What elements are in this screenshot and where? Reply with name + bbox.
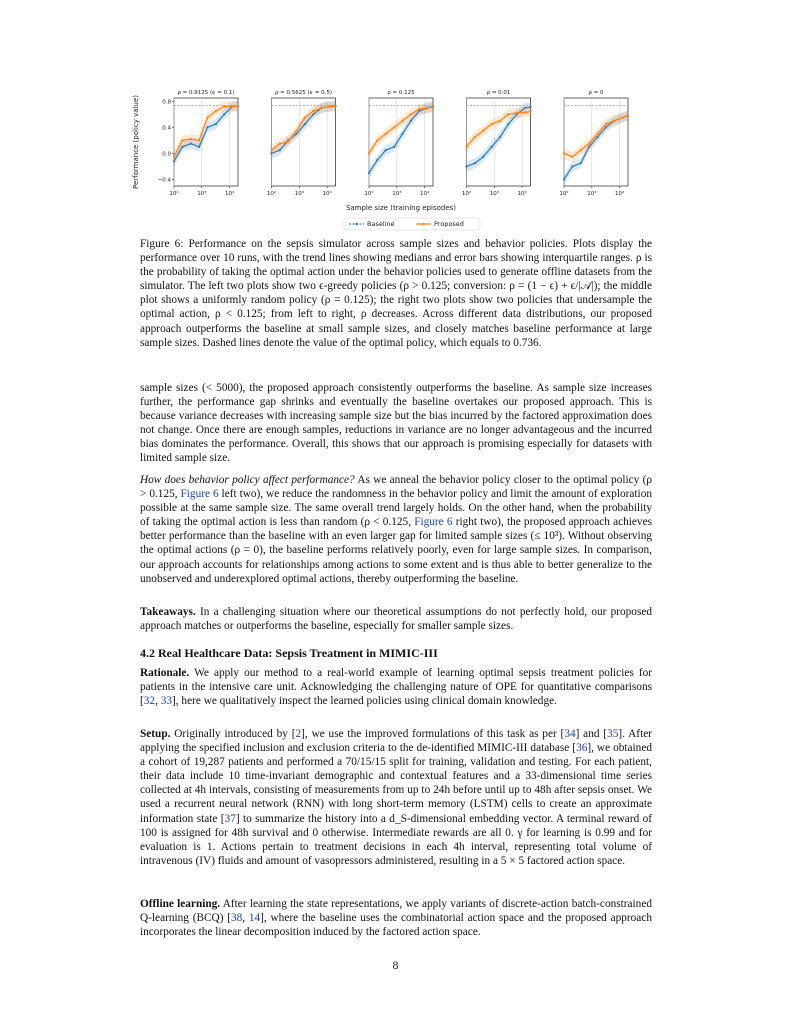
text-run: ] and [: [575, 728, 608, 740]
proposed-data-point: [334, 105, 336, 107]
x-tick-label: 10²: [169, 191, 179, 197]
citation-link[interactable]: 36: [576, 742, 588, 755]
proposed-data-point: [232, 105, 234, 107]
x-tick-label: 10⁴: [225, 191, 235, 197]
baseline-data-point: [474, 162, 476, 164]
proposed-data-point: [215, 110, 217, 112]
paragraph-setup: [140, 727, 652, 868]
x-tick-label: 10²: [364, 191, 374, 197]
paragraph-sample-size: sample sizes (< 5000), the proposed approach consistently outperforms the baseline. As sample size increases further, the performance gap shrinks and eventually the baseline overtakes our proposed approach. This is because variance decreases with increasing sample size but the bias incurred by the factored approximation does not change. Once there are enough samples, reductions in variance are no longer advantageous and the incurred bias dominates the performance. Overall, this shows that our approach is promising especially for datasets with limited sample size.: [140, 382, 652, 465]
proposed-data-point: [206, 116, 208, 118]
proposed-data-point: [491, 123, 493, 125]
caption-sentence-2: ρ is the probability of taking the optimal action under the behavior policies used to generate offline datasets from the simulator. The left two plots show two ϵ-greedy policies (ρ > 0.125; conversion: ρ = (1 − ϵ) + ϵ/|𝒜|); the middle plot shows a uniformly random policy (ρ = 0.125); the right two plots show two policies that undersample the optimal action, ρ < 0.125; from left to right, ρ decreases. Across different data distributions, our proposed approach outperforms the baseline at small sample sizes, and closely matches baseline performance at large sample sizes. Dashed lines denote the value of the optimal policy, which equals to 0.736.: [140, 252, 653, 349]
proposed-data-point: [279, 143, 281, 145]
proposed-data-point: [482, 129, 484, 131]
text-run: Originally introduced by [: [170, 728, 296, 740]
proposed-data-point: [198, 139, 200, 141]
baseline-data-point: [223, 113, 225, 115]
y-tick-label: −0.4: [157, 177, 171, 184]
plot-title: ρ = 0.01: [486, 90, 511, 96]
figure-6-plots: [130, 84, 660, 234]
x-tick-label: 10⁴: [615, 191, 625, 197]
baseline-data-point: [279, 149, 281, 151]
text-run: ], where the baseline uses the combinatorial action space and the proposed approach incorporates the linear decomposition induced by the factored action space.: [140, 912, 652, 939]
text-run: We apply our method to a real-world example of learning optimal sepsis treatment policies for patients in the intensive care unit. Acknowledging the challenging nature of OPE for quantitative comparisons [: [140, 667, 652, 708]
citation-link[interactable]: 38: [230, 912, 243, 925]
text-run: ,: [242, 912, 249, 925]
proposed-data-point: [270, 149, 272, 151]
caption-sentence-1: Figure 6: Performance on the sepsis simulator across sample sizes and behavior policies. Plots display the performance over 10 runs, with the trend lines showing medians and error bars showing interquartile ranges.: [140, 238, 652, 265]
proposed-data-point: [596, 133, 598, 135]
proposed-data-point: [376, 139, 378, 141]
paragraph-behavior-policy: [140, 473, 652, 586]
plot-title: ρ = 0.125: [387, 90, 415, 96]
baseline-data-point: [198, 146, 200, 148]
baseline-data-point: [376, 159, 378, 161]
legend-baseline-marker: [355, 223, 357, 225]
baseline-data-point: [563, 178, 565, 180]
baseline-data-point: [215, 123, 217, 125]
proposed-data-point: [296, 129, 298, 131]
proposed-data-point: [580, 149, 582, 151]
proposed-data-point: [524, 111, 526, 113]
baseline-data-point: [401, 133, 403, 135]
proposed-data-point: [432, 106, 434, 108]
legend-proposed-label: Proposed: [434, 220, 464, 229]
proposed-data-point: [181, 139, 183, 141]
text-run: ], here we qualitatively inspect the learned policies using clinical domain knowledge.: [172, 695, 557, 708]
proposed-data-point: [304, 116, 306, 118]
paragraph-heading: Setup.: [140, 728, 171, 740]
proposed-data-point: [410, 113, 412, 115]
proposed-data-point: [499, 120, 501, 122]
x-tick-label: 10⁴: [517, 191, 527, 197]
citation-link[interactable]: 35: [607, 728, 619, 740]
figure-6-link[interactable]: Figure 6: [180, 488, 219, 501]
plot-title: ρ = 0.9125 (ϵ = 0.1): [177, 90, 235, 96]
citation-link[interactable]: 14: [248, 912, 261, 925]
proposed-data-point: [605, 123, 607, 125]
proposed-data-point: [312, 110, 314, 112]
proposed-data-point: [401, 120, 403, 122]
text-run: After learning the state representations, we apply variants of discrete-action batch-constrained Q-learning (BCQ) [: [140, 898, 652, 925]
proposed-data-point: [516, 112, 518, 114]
x-tick-label: 10⁴: [322, 191, 332, 197]
baseline-data-point: [571, 165, 573, 167]
x-axis-label: Sample size (training episodes): [345, 204, 457, 212]
proposed-data-point: [190, 138, 192, 140]
section-heading: 4.2 Real Healthcare Data: Sepsis Treatment in MIMIC-III: [140, 646, 438, 660]
proposed-data-point: [474, 136, 476, 138]
proposed-data-point: [287, 141, 289, 143]
proposed-data-point: [418, 108, 420, 110]
citation-link[interactable]: 37: [224, 812, 236, 825]
legend-baseline-label: Baseline: [367, 220, 395, 229]
proposed-data-point: [588, 143, 590, 145]
text-run: ], we use the improved formulations of this task as per [: [301, 728, 565, 740]
y-tick-label: 0.8: [162, 99, 171, 106]
x-tick-label: 10³: [197, 191, 207, 197]
paragraph-heading: How does behavior policy affect performance?: [140, 474, 355, 486]
page-number: 8: [392, 960, 399, 972]
paragraph-heading: Takeaways.: [140, 606, 196, 618]
proposed-data-point: [529, 111, 531, 113]
proposed-data-point: [385, 133, 387, 135]
figure-caption: [140, 237, 652, 350]
proposed-data-point: [329, 105, 331, 107]
y-axis-label: Performance (policy value): [132, 95, 140, 189]
proposed-data-point: [427, 107, 429, 109]
proposed-data-point: [622, 116, 624, 118]
x-tick-label: 10⁴: [420, 191, 430, 197]
citation-link[interactable]: 32: [143, 695, 156, 708]
paragraph-offline-learning: [140, 897, 652, 939]
proposed-data-point: [223, 105, 225, 107]
figure-6-link[interactable]: Figure 6: [414, 516, 453, 529]
plot-title: ρ = 0: [588, 90, 604, 96]
proposed-data-point: [393, 126, 395, 128]
x-tick-label: 10³: [392, 191, 402, 197]
baseline-data-point: [482, 156, 484, 158]
proposed-data-point: [237, 105, 239, 107]
text-run: ,: [155, 695, 161, 708]
baseline-data-point: [507, 123, 509, 125]
baseline-data-point: [580, 162, 582, 164]
proposed-data-point: [507, 113, 509, 115]
proposed-data-point: [321, 107, 323, 109]
text-run: In a challenging situation where our theoretical assumptions do not perfectly hold, our proposed approach matches or outperforms the baseline, especially for smaller sample sizes.: [140, 606, 652, 633]
baseline-data-point: [410, 120, 412, 122]
y-tick-label: 0.4: [162, 125, 171, 132]
citation-link[interactable]: 33: [160, 695, 173, 708]
x-tick-label: 10³: [587, 191, 597, 197]
baseline-data-point: [393, 146, 395, 148]
citation-link[interactable]: 34: [564, 728, 576, 740]
text-run: As we anneal the behavior policy closer to the optimal policy (ρ > 0.125,: [140, 474, 652, 501]
proposed-data-point: [368, 152, 370, 154]
proposed-data-point: [613, 120, 615, 122]
proposed-data-point: [173, 156, 175, 158]
x-tick-label: 10³: [294, 191, 304, 197]
proposed-data-point: [465, 146, 467, 148]
citation-link[interactable]: 2: [295, 728, 302, 740]
proposed-data-point: [627, 115, 629, 117]
figure-6: [130, 84, 660, 234]
text-run: ] to summarize the history into a d_S-dimensional embedding vector. A terminal reward of 100 is assigned for 48h survival and 0 otherwise. Intermediate rewards are all 0. γ for learning is 0.99 and for evaluation is 1. Actions pertain to treatment decisions in each 4h interval, representing total volume of intravenous (IV) fluids and amount of vasopressors administered, resulting in a 5 × 5 factored action space.: [140, 812, 653, 867]
text-run: right two), the proposed approach achieves better performance than the baseline with an even larger gap for limited sample sizes (≤ 10³). Without observing the optimal actions (ρ = 0), the baseline performs relatively poorly, even for large sample sizes. In comparison, our approach accounts for relationships among actions to some extent and is thus able to better generalize to the unobserved and underexplored optimal actions, thereby outperforming the baseline.: [140, 516, 652, 585]
x-tick-label: 10³: [489, 191, 499, 197]
proposed-data-point: [563, 152, 565, 154]
paragraph-heading: Offline learning.: [140, 898, 221, 910]
baseline-data-point: [465, 165, 467, 167]
baseline-data-point: [491, 146, 493, 148]
x-tick-label: 10²: [266, 191, 277, 197]
paragraph-heading: Rationale.: [140, 667, 190, 679]
baseline-data-point: [385, 149, 387, 151]
text-run: ], we obtained a cohort of 19,287 patients and performed a 70/15/15 split for training, validation and testing. For each patient, their data include 10 time-invariant demographic and contextual features and a 33-dimensional time series collected at 4h intervals, consisting of measurements from up to 24h before until up to 48h after sepsis onset. We used a recurrent neural network (RNN) with long short-term memory (LSTM) cells to create an approximate information state [: [140, 742, 652, 825]
text-run: ]. After applying the specified inclusion and exclusion criteria to the de-identified MIMIC-III database [: [140, 728, 652, 755]
proposed-data-point: [571, 156, 573, 158]
baseline-data-point: [499, 136, 501, 138]
plot-title: ρ = 0.5625 (ϵ = 0.5): [274, 90, 333, 96]
x-tick-label: 10²: [559, 191, 569, 197]
text-run: left two), we reduce the randomness in the behavior policy and limit the amount of exploration possible at the same sample size. The same overall trend largely holds. On the other hand, when the probability of taking the optimal action is less than random (ρ < 0.125,: [140, 488, 652, 529]
paragraph-takeaways: [140, 605, 652, 633]
baseline-data-point: [206, 126, 208, 128]
baseline-data-point: [368, 172, 370, 174]
y-tick-label: 0.0: [162, 151, 171, 158]
x-tick-label: 10²: [461, 191, 472, 197]
legend-proposed-marker: [422, 223, 424, 225]
paragraph-rationale: [140, 666, 652, 708]
